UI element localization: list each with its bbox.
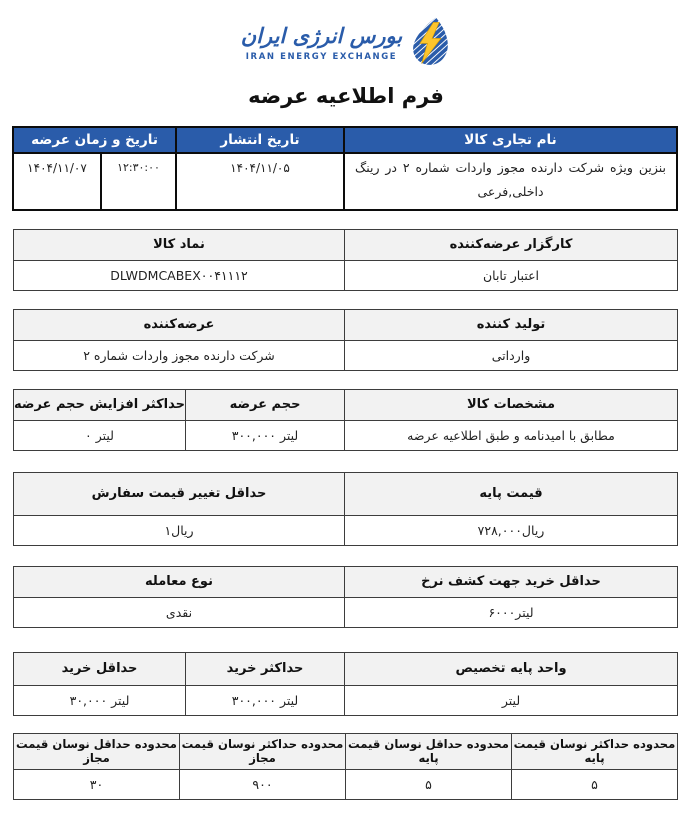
specs-volume-table	[13, 389, 678, 451]
exchange-logo	[14, 12, 678, 74]
producer-value: وارداتی	[345, 340, 678, 370]
base-price-header: قیمت پایه	[345, 472, 678, 515]
max-base-range-header: محدوده حداکثر نوسان قیمت پایه	[512, 733, 678, 769]
schedule-header-row	[13, 127, 677, 153]
allocation-table	[13, 652, 678, 716]
symbol-value: DLWDMCABEX۰۰۴۱۱۱۲	[14, 260, 345, 290]
specs-value: مطابق با امیدنامه و طبق اطلاعیه عرضه	[345, 420, 678, 450]
specs-header: مشخصات کالا	[345, 389, 678, 420]
exchange-name-english: IRAN ENERGY EXCHANGE	[245, 51, 398, 62]
volume-value: لیتر ۳۰۰,۰۰۰	[186, 420, 345, 450]
volume-header: حجم عرضه	[186, 389, 345, 420]
min-base-range-value: ۵	[346, 769, 512, 799]
max-volume-increase-header: حداکثر افزایش حجم عرضه	[14, 389, 186, 420]
max-buy-header: حداکثر خرید	[186, 652, 345, 685]
broker-symbol-table	[13, 229, 678, 291]
base-alloc-unit-header: واحد پایه تخصیص	[345, 652, 678, 685]
schedule-value-row	[13, 153, 677, 210]
producer-header: تولید کننده	[345, 309, 678, 340]
producer-supplier-table	[13, 309, 678, 371]
min-allowed-range-value: ۳۰	[14, 769, 180, 799]
min-order-tick-header: حداقل تغییر قیمت سفارش	[14, 472, 345, 515]
min-buy-discovery-header: حداقل خرید جهت کشف نرخ	[345, 566, 678, 597]
trade-name-header: نام تجاری کالا	[344, 127, 677, 153]
min-allowed-range-header: محدوده حداقل نوسان قیمت مجاز	[14, 733, 180, 769]
fluctuation-table	[13, 733, 678, 800]
min-buy-discovery-value: لیتر۶۰۰۰	[345, 597, 678, 627]
min-buy-value: لیتر ۳۰,۰۰۰	[14, 685, 186, 715]
schedule-table	[12, 126, 678, 211]
max-volume-increase-value: لیتر ۰	[14, 420, 186, 450]
logo-text-block	[241, 24, 402, 61]
supply-datetime-header: تاریخ و زمان عرضه	[13, 127, 176, 153]
broker-value: اعتبار تابان	[345, 260, 678, 290]
trade-name-value: بنزین ویژه شرکت دارنده مجوز واردات شماره ۲ در رینگ داخلی,فرعی	[344, 153, 677, 210]
trade-type-header: نوع معامله	[14, 566, 345, 597]
trade-type-value: نقدی	[14, 597, 345, 627]
max-buy-value: لیتر ۳۰۰,۰۰۰	[186, 685, 345, 715]
publish-date-header: تاریخ انتشار	[176, 127, 344, 153]
base-price-value: ریال۷۲۸,۰۰۰	[345, 515, 678, 545]
max-allowed-range-value: ۹۰۰	[180, 769, 346, 799]
symbol-header: نماد کالا	[14, 229, 345, 260]
exchange-name-persian: بورس انرژی ایران	[240, 24, 403, 49]
supply-time-value: ۱۲:۳۰:۰۰	[101, 153, 176, 210]
base-alloc-unit-value: لیتر	[345, 685, 678, 715]
broker-header: کارگزار عرضه‌کننده	[345, 229, 678, 260]
supplier-header: عرضه‌کننده	[14, 309, 345, 340]
max-allowed-range-header: محدوده حداکثر نوسان قیمت مجاز	[180, 733, 346, 769]
supplier-value: شرکت دارنده مجوز واردات شماره ۲	[14, 340, 345, 370]
supply-date-value: ۱۴۰۴/۱۱/۰۷	[13, 153, 101, 210]
min-order-tick-value: ریال۱	[14, 515, 345, 545]
striped-drop-lightning-bolt-icon	[409, 16, 451, 70]
price-table	[13, 472, 678, 546]
max-base-range-value: ۵	[512, 769, 678, 799]
page-title: فرم اطلاعیه عرضه	[248, 84, 444, 108]
min-buy-header: حداقل خرید	[14, 652, 186, 685]
min-base-range-header: محدوده حداقل نوسان قیمت پایه	[346, 733, 512, 769]
publish-date-value: ۱۴۰۴/۱۱/۰۵	[176, 153, 344, 210]
discovery-type-table	[13, 566, 678, 628]
